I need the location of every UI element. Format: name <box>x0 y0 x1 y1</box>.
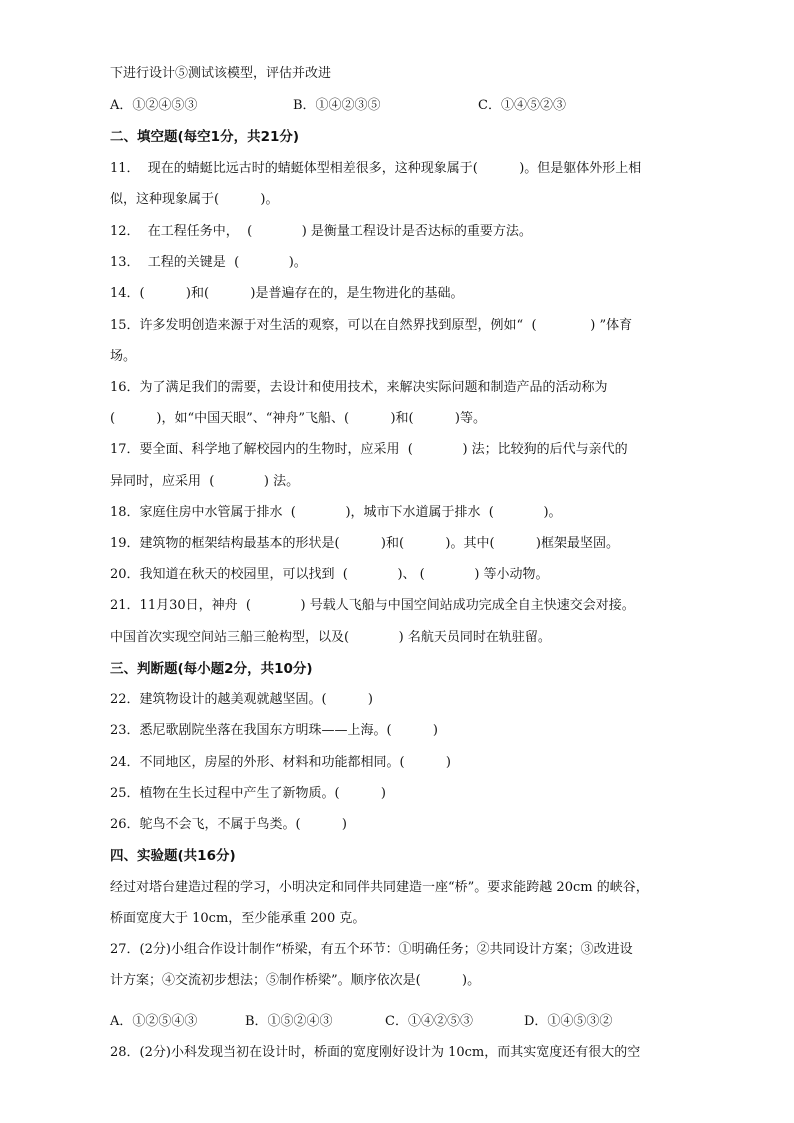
question-17-line-2: 异同时，应采用 ( ) 法。 <box>110 474 300 489</box>
question-16-line-1: 16．为了满足我们的需要，去设计和使用技术，来解决实际问题和制造产品的活动称为 <box>110 380 608 395</box>
question-23: 23．悉尼歌剧院坐落在我国东方明珠——上海。( ) <box>110 723 439 738</box>
section-2-heading: 二、填空题(每空1分，共21分) <box>110 129 300 145</box>
section-4-heading: 四、实验题(共16分) <box>110 848 236 864</box>
question-21-line-2: 中国首次实现空间站三船三舱构型，以及( ) 名航天员同时在轨驻留。 <box>110 630 551 645</box>
q27-option-a: A．①②⑤④③ <box>110 1014 198 1029</box>
question-28-line-1: 28．(2分)小科发现当初在设计时，桥面的宽度刚好设计为 10cm，而其实宽度还有很大的空 <box>110 1045 641 1060</box>
question-18: 18．家庭住房中水管属于排水 ( )，城市下水道属于排水 ( )。 <box>110 505 562 520</box>
option-a: A．①②④⑤③ <box>110 98 198 113</box>
question-24: 24．不同地区，房屋的外形、材料和功能都相同。( ) <box>110 755 452 770</box>
question-15-line-1: 15．许多发明创造来源于对生活的观察，可以在自然界找到原型，例如“ ( ) ”体育 <box>110 318 633 333</box>
experiment-intro-line-1: 经过对塔台建造过程的学习，小明决定和同伴共同建造一座“桥”。要求能跨越 20cm 的峡谷， <box>110 880 649 895</box>
question-15-line-2: 场。 <box>110 349 137 364</box>
question-14: 14．( )和( )是普遍存在的，是生物进化的基础。 <box>110 286 464 301</box>
question-13: 13． 工程的关键是 ( )。 <box>110 255 307 270</box>
question-21-line-1: 21．11月30日，神舟 ( ) 号载人飞船与中国空间站成功完成全自主快速交会对接。 <box>110 598 635 613</box>
option-c: C．①④⑤②③ <box>478 98 566 113</box>
question-17-line-1: 17．要全面、科学地了解校园内的生物时，应采用 ( ) 法；比较狗的后代与亲代的 <box>110 442 628 457</box>
question-26: 26．鸵鸟不会飞，不属于鸟类。( ) <box>110 817 348 832</box>
question-27-line-1: 27．(2分)小组合作设计制作“桥梁，有五个环节：①明确任务；②共同设计方案；③改进设 <box>110 942 633 957</box>
section-3-heading: 三、判断题(每小题2分，共10分) <box>110 661 313 677</box>
option-b: B．①④②③⑤ <box>293 98 381 113</box>
q27-option-c: C．①④②⑤③ <box>385 1014 473 1029</box>
question-16-line-2: ( )，如“中国天眼”、“神舟”飞船、( )和( )等。 <box>110 411 486 426</box>
question-20: 20．我知道在秋天的校园里，可以找到 ( )、 ( ) 等小动物。 <box>110 567 549 582</box>
question-11-line-2: 似，这种现象属于( )。 <box>110 192 279 207</box>
question-22: 22．建筑物设计的越美观就越坚固。( ) <box>110 692 374 707</box>
question-19: 19．建筑物的框架结构最基本的形状是( )和( )。其中( )框架最坚固。 <box>110 536 619 551</box>
question-11-line-1: 11． 现在的蜻蜓比远古时的蜻蜓体型相差很多，这种现象属于( )。但是躯体外形上相 <box>110 161 642 176</box>
question-12: 12． 在工程任务中， ( ) 是衡量工程设计是否达标的重要方法。 <box>110 224 532 239</box>
question-10-continuation: 下进行设计⑤测试该模型，评估并改进 <box>110 66 332 81</box>
experiment-intro-line-2: 桥面宽度大于 10cm，至少能承重 200 克。 <box>110 911 366 926</box>
q27-option-b: B．①⑤②④③ <box>245 1014 333 1029</box>
question-25: 25．植物在生长过程中产生了新物质。( ) <box>110 786 387 801</box>
question-27-line-2: 计方案；④交流初步想法；⑤制作桥梁”。顺序依次是( )。 <box>110 973 481 988</box>
q27-option-d: D．①④⑤③② <box>524 1014 613 1029</box>
